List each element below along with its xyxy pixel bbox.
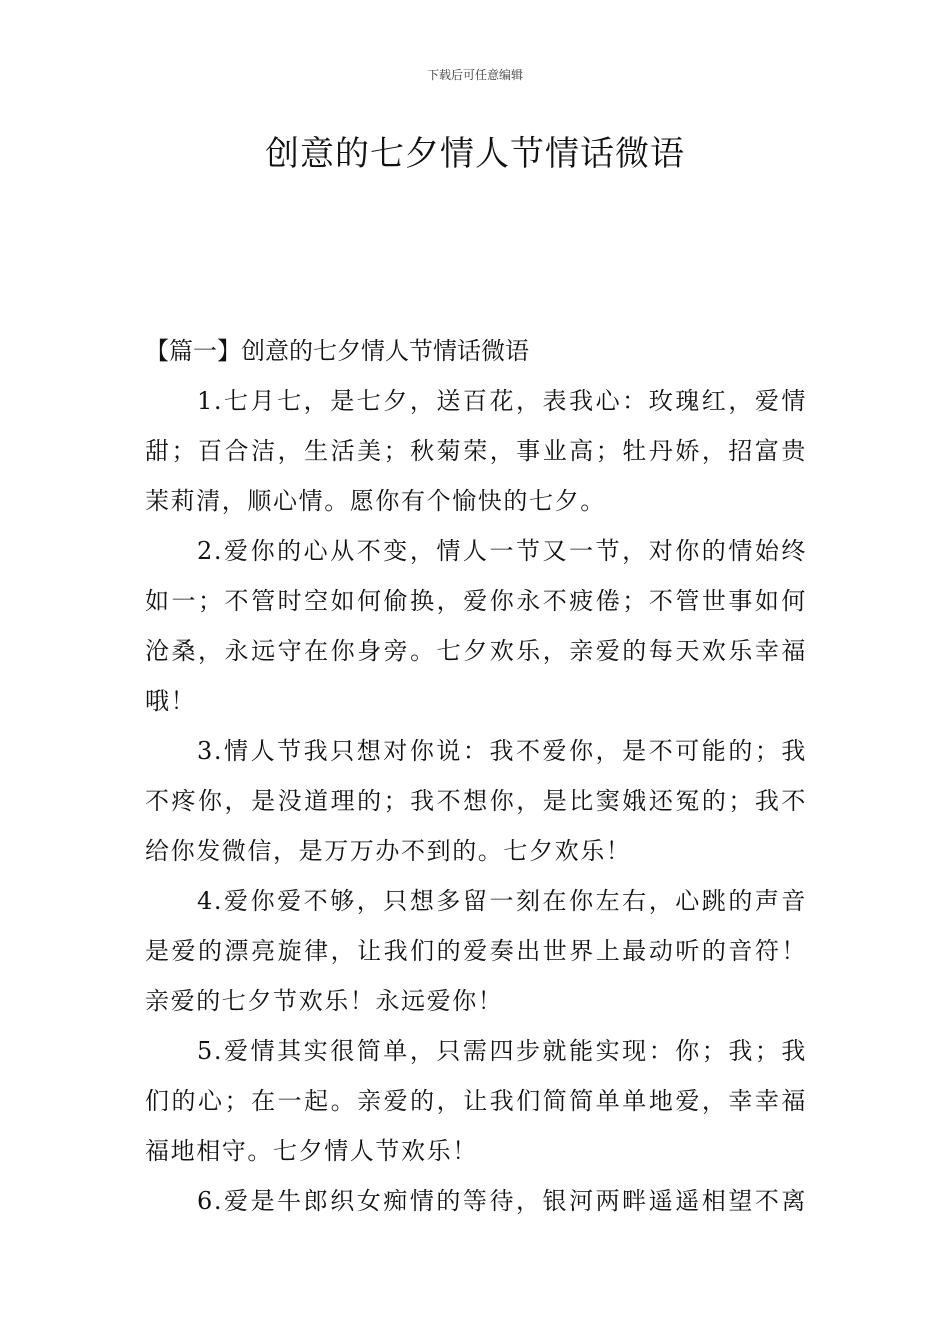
paragraph-line: 2.爱你的心从不变，情人一节又一节，对你的情始终: [197, 537, 807, 565]
paragraph-line: 不疼你，是没道理的；我不想你，是比窦娥还冤的；我不: [145, 787, 807, 815]
paragraph-line: 6.爱是牛郎织女痴情的等待，银河两畔遥遥相望不离: [197, 1187, 807, 1215]
paragraph-line: 哦！: [145, 687, 197, 715]
paragraph-3: [145, 726, 807, 876]
paragraph-6: [145, 1176, 807, 1226]
paragraph-line: 茉莉清，顺心情。愿你有个愉快的七夕。: [145, 487, 606, 515]
paragraph-line: 1.七月七，是七夕，送百花，表我心：玫瑰红，爱情: [197, 387, 807, 415]
paragraph-line: 福地相守。七夕情人节欢乐！: [145, 1137, 478, 1165]
paragraph-line: 5.爱情其实很简单，只需四步就能实现：你；我；我: [197, 1037, 807, 1065]
paragraph-2: [145, 526, 807, 726]
paragraph-line: 亲爱的七夕节欢乐！永远爱你！: [145, 987, 504, 1015]
paragraph-line: 3.情人节我只想对你说：我不爱你，是不可能的；我: [197, 737, 807, 765]
document-body: [145, 326, 807, 1226]
paragraph-4: [145, 876, 807, 1026]
paragraph-1: [145, 376, 807, 526]
paragraph-line: 们的心；在一起。亲爱的，让我们简简单单地爱，幸幸福: [145, 1087, 807, 1115]
paragraph-line: 给你发微信，是万万办不到的。七夕欢乐！: [145, 837, 632, 865]
paragraph-line: 沧桑，永远守在你身旁。七夕欢乐，亲爱的每天欢乐幸福: [145, 637, 807, 665]
paragraph-5: [145, 1026, 807, 1176]
header-note: 下载后可任意编辑: [426, 68, 523, 82]
section-heading: 【篇一】创意的七夕情人节情话微语: [145, 337, 529, 365]
paragraph-line: 是爱的漂亮旋律，让我们的爱奏出世界上最动听的音符！: [145, 937, 807, 965]
document-title: 创意的七夕情人节情话微语: [265, 134, 685, 174]
paragraph-line: 4.爱你爱不够，只想多留一刻在你左右，心跳的声音: [197, 887, 807, 915]
paragraph-line: 甜；百合洁，生活美；秋菊荣，事业高；牡丹娇，招富贵: [145, 437, 807, 465]
paragraph-line: 如一；不管时空如何偷换，爱你永不疲倦；不管世事如何: [145, 587, 807, 615]
